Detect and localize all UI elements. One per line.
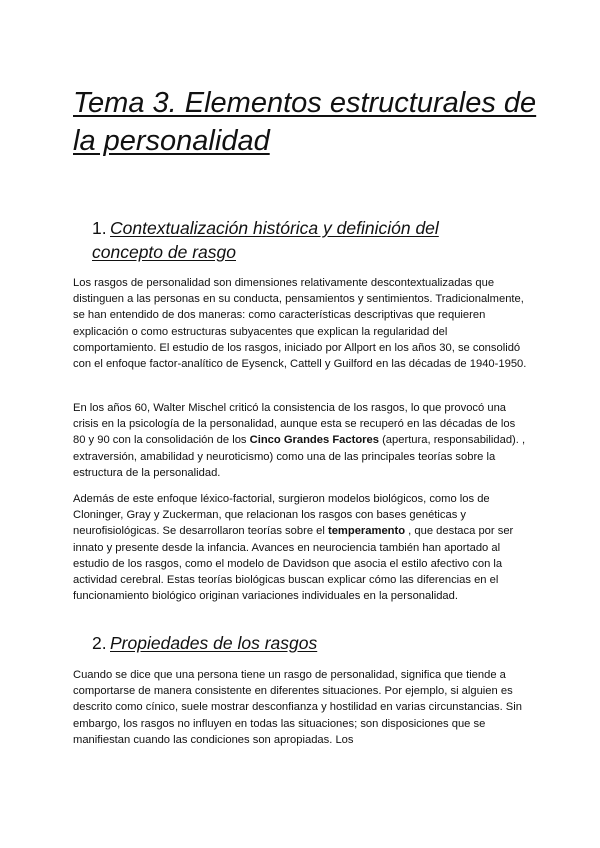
section-title-2: Propiedades de los rasgos	[110, 633, 318, 653]
section-heading-2	[92, 631, 317, 655]
section-heading-1	[92, 216, 472, 264]
paragraph-4: Cuando se dice que una persona tiene un rasgo de personalidad, significa que tiende a comportarse de manera consistente en diferentes situaciones. Por ejemplo, si alguien es descrito como cínico, suele mostrar desconfianza y hostilidad en varias circunstancias. Sin embargo, los rasgos no influyen en todas las situaciones; son disposiciones que se manifiestan cuando las condiciones son apropiadas. Los	[73, 669, 522, 746]
page-title: Tema 3. Elementos estructurales de la personalidad	[73, 87, 537, 157]
section-title-1: Contextualización histórica y definición del concepto de rasgo	[92, 218, 439, 262]
paragraph-2-text-a: En los años 60, Walter Mischel criticó la consistencia de los rasgos, lo que provocó una crisis en la psicología de la personalidad, aunque esta se recuperó en las décadas de los 80 y 90 con la consolidación de los	[73, 402, 516, 447]
section-number-1: 1.	[92, 218, 107, 238]
section-number-2: 2.	[92, 633, 107, 653]
paragraph-2	[73, 400, 528, 481]
paragraph-3-text-b: , que destaca por ser innato y presente desde la infancia. Avances en neurociencia también han aportado al estudio de los rasgos, como el modelo de Davidson que asocia el estilo afectivo con la actividad cerebral. Estas teorías biológicas buscan explicar cómo las diferencias en el funcionamiento biológico originan variaciones individuales en la personalidad.	[73, 525, 514, 603]
paragraph-1: Los rasgos de personalidad son dimensiones relativamente descontextualizadas que distinguen a las personas en su conducta, pensamientos y sentimientos. Tradicionalmente, se han entendido de dos maneras: como características descriptivas que requieren explicación o como estructuras subyacentes que explican la regularidad del comportamiento. El estudio de los rasgos, iniciado por Allport en los años 30, se consolidó con el enfoque factor-analítico de Eysenck, Cattell y Guilford en las décadas de 1940-1950.	[73, 277, 527, 371]
paragraph-2-text-b: (apertura, responsabilidad). , extraversión, amabilidad y neuroticismo) como una de las principales teorías sobre la estructura de la personalidad.	[73, 434, 526, 479]
paragraph-3-bold: temperamento	[327, 525, 406, 538]
paragraph-2-bold: Cinco Grandes Factores	[249, 434, 379, 447]
paragraph-3	[73, 491, 528, 604]
paragraph-3-text-a: Además de este enfoque léxico-factorial, surgieron modelos biológicos, como los de Cloninger, Gray y Zuckerman, que relacionan los rasgos con bases genéticas y neurofisiológicas. Se desarrollaron teorías sobre el	[73, 493, 490, 538]
